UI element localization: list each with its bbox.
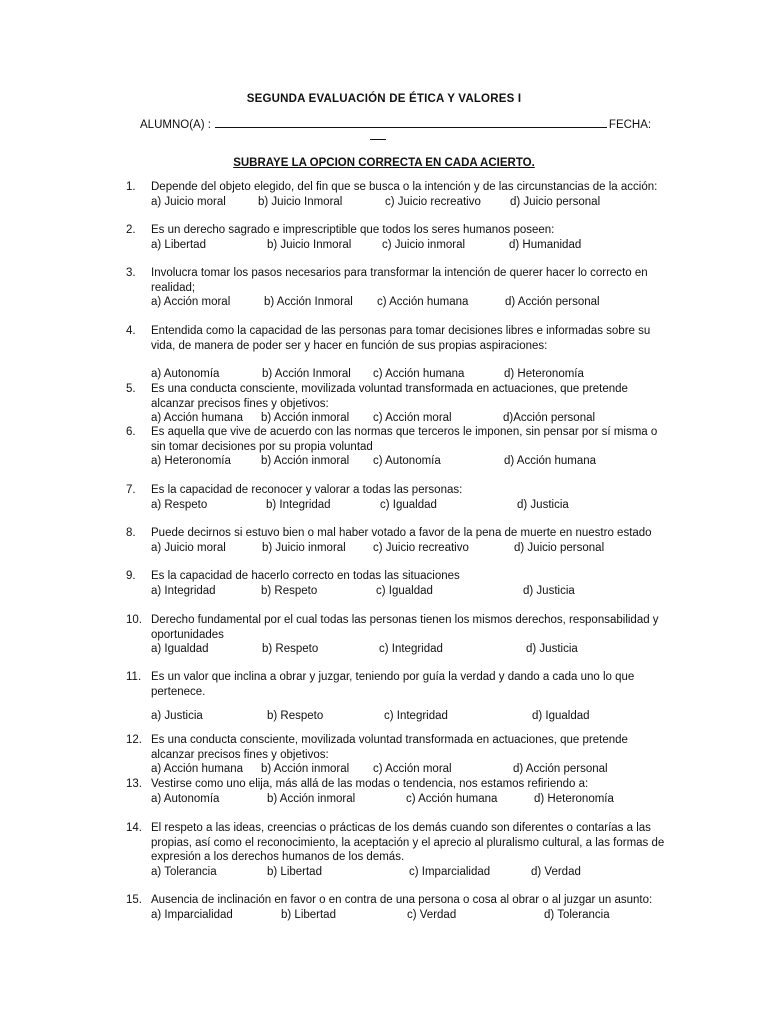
option-a[interactable]: a) Acción humana <box>151 412 244 425</box>
option-d[interactable]: d) Justicia <box>526 643 578 656</box>
question-number: 12. <box>126 734 142 746</box>
question-number: 11. <box>126 671 142 683</box>
question-5 <box>126 382 666 426</box>
option-row <box>151 195 666 210</box>
option-c[interactable]: c) Acción humana <box>373 368 465 381</box>
student-field <box>140 117 660 133</box>
question-number: 10. <box>126 614 142 626</box>
option-d[interactable]: d) Acción personal <box>505 296 600 309</box>
option-b[interactable]: b) Respeto <box>262 643 319 656</box>
option-b[interactable]: b) Libertad <box>281 908 336 921</box>
question-text: Derecho fundamental por el cual todas las personas tienen los mismos derechos, responsabilidad y oportunidades <box>151 614 659 641</box>
question-2 <box>126 223 666 253</box>
question-6 <box>126 425 666 469</box>
question-text: Es un valor que inclina a obrar y juzgar, teniendo por guía la verdad y dando a cada uno lo que pertenece. <box>151 671 635 698</box>
date-line[interactable] <box>370 139 386 140</box>
option-c[interactable]: c) Igualdad <box>376 584 433 597</box>
date-label: FECHA: <box>608 119 652 131</box>
question-number: 5. <box>126 383 136 395</box>
option-row <box>151 792 666 807</box>
option-a[interactable]: a) Acción moral <box>151 296 231 309</box>
option-b[interactable]: b) Acción inmoral <box>261 455 350 468</box>
option-d[interactable]: d) Juicio personal <box>510 195 601 208</box>
option-row <box>151 908 666 923</box>
option-b[interactable]: b) Acción inmoral <box>267 792 356 805</box>
option-a[interactable]: a) Imparcialidad <box>151 908 233 921</box>
option-row <box>151 709 666 724</box>
student-label: ALUMNO(A) : <box>140 119 211 131</box>
question-number: 8. <box>126 527 136 539</box>
question-14 <box>126 821 671 880</box>
option-a[interactable]: a) Tolerancia <box>151 865 217 878</box>
question-4 <box>126 324 666 382</box>
option-c[interactable]: c) Imparcialidad <box>409 865 491 878</box>
question-9 <box>126 569 666 599</box>
option-c[interactable]: c) Acción moral <box>373 412 452 425</box>
question-1 <box>126 180 666 210</box>
option-a[interactable]: a) Autonomía <box>151 368 220 381</box>
question-text: Es la capacidad de reconocer y valorar a todas las personas: <box>151 484 463 496</box>
option-d[interactable]: d) Acción humana <box>504 455 597 468</box>
question-text: Puede decirnos si estuvo bien o mal haber votado a favor de la pena de muerte en nuestro estado <box>151 527 652 539</box>
option-a[interactable]: a) Acción humana <box>151 763 244 776</box>
option-row <box>151 367 666 382</box>
question-8 <box>126 526 666 556</box>
question-number: 2. <box>126 224 136 236</box>
option-row <box>151 295 666 310</box>
question-text: Vestirse como uno elija, más allá de las modas o tendencia, nos estamos refiriendo a: <box>151 778 589 790</box>
question-number: 15. <box>126 894 142 906</box>
option-d[interactable]: d) Igualdad <box>532 710 590 723</box>
option-c[interactable]: c) Acción humana <box>377 296 469 309</box>
option-b[interactable]: b) Acción inmoral <box>261 412 350 425</box>
option-d[interactable]: d) Justicia <box>523 584 575 597</box>
question-text: Es aquella que vive de acuerdo con las normas que terceros le imponen, sin pensar por sí misma o sin tomar decisiones por su propia voluntad <box>151 426 658 453</box>
option-b[interactable]: b) Libertad <box>267 865 322 878</box>
option-a[interactable]: a) Juicio moral <box>151 195 226 208</box>
question-11 <box>126 670 666 724</box>
option-b[interactable]: b) Acción Inmoral <box>264 296 353 309</box>
option-row <box>151 454 666 469</box>
option-row <box>151 541 666 556</box>
option-d[interactable]: d)Acción personal <box>503 412 596 425</box>
option-row <box>151 584 666 599</box>
question-number: 7. <box>126 484 136 496</box>
question-number: 9. <box>126 570 136 582</box>
question-15 <box>126 893 666 923</box>
question-text: Es la capacidad de hacerlo correcto en todas las situaciones <box>151 570 460 582</box>
option-a[interactable]: a) Heteronomía <box>151 455 231 468</box>
question-number: 3. <box>126 267 136 279</box>
option-a[interactable]: a) Justicia <box>151 710 203 723</box>
option-d[interactable]: d) Acción personal <box>513 763 608 776</box>
option-d[interactable]: d) Humanidad <box>509 238 582 251</box>
question-text: Involucra tomar los pasos necesarios para transformar la intención de querer hacer lo correcto en realidad; <box>151 267 648 294</box>
option-c[interactable]: c) Integridad <box>384 710 448 723</box>
option-b[interactable]: b) Acción Inmoral <box>262 368 351 381</box>
option-b[interactable]: b) Juicio Inmoral <box>258 195 343 208</box>
question-number: 13. <box>126 778 142 790</box>
option-a[interactable]: a) Igualdad <box>151 643 209 656</box>
student-name-line[interactable] <box>215 117 607 128</box>
option-row <box>151 411 666 426</box>
option-a[interactable]: a) Integridad <box>151 584 216 597</box>
option-a[interactable]: a) Juicio moral <box>151 541 226 554</box>
question-text: Es una conducta consciente, movilizada voluntad transformada en actuaciones, que pretende alcanzar precisos fines y objetivos: <box>151 734 628 761</box>
option-row <box>151 498 666 513</box>
option-d[interactable]: d) Justicia <box>517 498 569 511</box>
option-a[interactable]: a) Autonomía <box>151 792 220 805</box>
option-c[interactable]: c) Juicio recreativo <box>385 195 481 208</box>
question-text: Ausencia de inclinación en favor o en contra de una persona o cosa al obrar o al juzgar un asunto: <box>151 894 653 906</box>
question-3 <box>126 266 666 310</box>
question-text: El respeto a las ideas, creencias o prácticas de los demás cuando son diferentes o contarías a las propias, así como el reconocimiento, la aceptación y el aprecio al pluralismo cultural, a las formas de expresión a los derechos humanos de los demás. <box>151 822 665 864</box>
option-row <box>151 238 666 253</box>
option-d[interactable]: d) Juicio personal <box>514 541 605 554</box>
question-text: Es una conducta consciente, movilizada voluntad transformada en actuaciones, que pretende alcanzar precisos fines y objetivos: <box>151 383 628 410</box>
option-d[interactable]: d) Verdad <box>531 865 581 878</box>
option-a[interactable]: a) Respeto <box>151 498 208 511</box>
option-c[interactable]: c) Verdad <box>407 908 457 921</box>
option-b[interactable]: b) Respeto <box>267 710 324 723</box>
question-text: Depende del objeto elegido, del fin que se busca o la intención y de las circunstancias de la acción: <box>151 181 658 193</box>
option-row <box>151 865 671 880</box>
instruction-text: SUBRAYE LA OPCION CORRECTA EN CADA ACIERTO. <box>233 157 535 169</box>
option-c[interactable]: c) Acción moral <box>373 763 452 776</box>
option-c[interactable]: c) Juicio inmoral <box>382 238 466 251</box>
option-c[interactable]: c) Juicio recreativo <box>373 541 469 554</box>
option-d[interactable]: d) Tolerancia <box>544 908 610 921</box>
option-d[interactable]: d) Heteronomía <box>534 792 614 805</box>
option-c[interactable]: c) Acción humana <box>406 792 498 805</box>
option-c[interactable]: c) Integridad <box>379 643 443 656</box>
question-number: 6. <box>126 426 136 438</box>
option-c[interactable]: c) Igualdad <box>380 498 437 511</box>
option-c[interactable]: c) Autonomía <box>373 455 441 468</box>
question-7 <box>126 483 666 513</box>
option-b[interactable]: b) Integridad <box>266 498 331 511</box>
option-b[interactable]: b) Respeto <box>261 584 318 597</box>
option-d[interactable]: d) Heteronomía <box>504 368 584 381</box>
exam-title: SEGUNDA EVALUACIÓN DE ÉTICA Y VALORES I <box>246 93 522 105</box>
question-number: 14. <box>126 822 142 834</box>
question-10 <box>126 613 666 657</box>
option-row <box>151 762 666 777</box>
option-a[interactable]: a) Libertad <box>151 238 206 251</box>
question-12 <box>126 733 666 777</box>
option-b[interactable]: b) Juicio Inmoral <box>267 238 352 251</box>
question-13 <box>126 777 666 807</box>
question-text: Es un derecho sagrado e imprescriptible que todos los seres humanos poseen: <box>151 224 555 236</box>
option-b[interactable]: b) Acción inmoral <box>261 763 350 776</box>
option-b[interactable]: b) Juicio inmoral <box>262 541 346 554</box>
question-number: 1. <box>126 181 136 193</box>
option-row <box>151 642 666 657</box>
question-text: Entendida como la capacidad de las personas para tomar decisiones libres e informadas sobre su vida, de manera de poder ser y hacer en función de sus propias aspiraciones: <box>151 325 651 352</box>
question-number: 4. <box>126 325 136 337</box>
